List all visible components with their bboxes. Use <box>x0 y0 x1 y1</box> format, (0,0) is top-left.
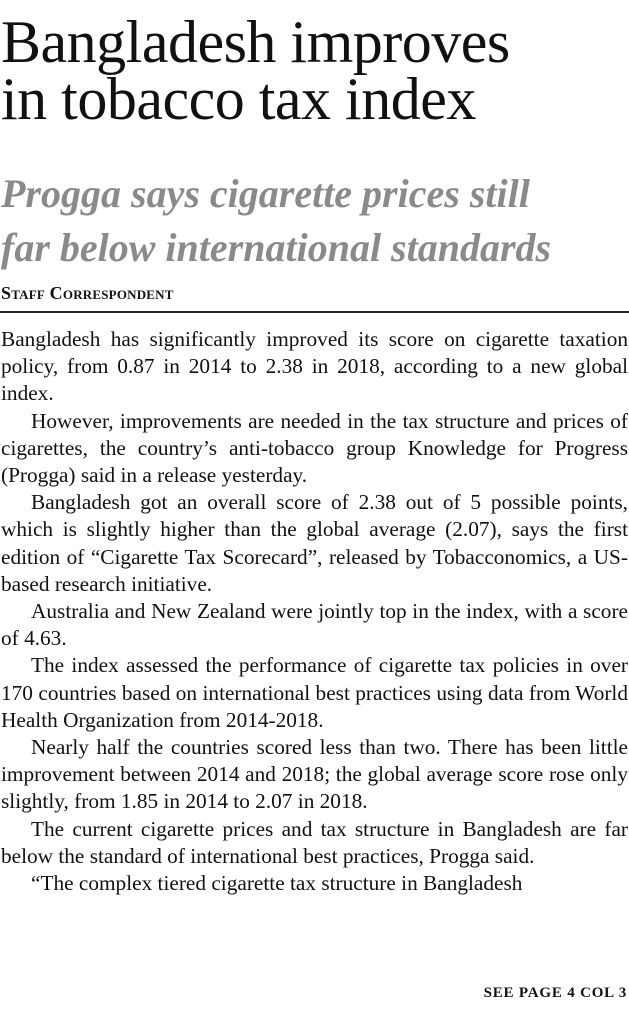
headline <box>0 9 629 132</box>
byline: Staff Correspondent <box>1 283 174 303</box>
headline-line-1: Bangladesh improves <box>1 9 510 75</box>
paragraph: Nearly half the countries scored less than two. There has been little improvement between 2014 and 2018; the global average score rose only slightly, from 1.85 in 2014 to 2.07 in 2018. <box>1 735 628 814</box>
paragraph: The current cigarette prices and tax structure in Bangladesh are far below the standard of international best practices, Progga said. <box>1 816 628 868</box>
continuation-note: SEE PAGE 4 COL 3 <box>483 985 627 1001</box>
paragraph: The index assessed the performance of cigarette tax policies in over 170 countries based on international best practices using data from World Health Organization from 2014-2018. <box>1 653 628 732</box>
headline-line-2: in tobacco tax index <box>1 66 476 132</box>
subheadline-line-2: far below international standards <box>1 225 552 270</box>
subheadline <box>0 167 629 275</box>
paragraph: Bangladesh has significantly improved its score on cigarette taxation policy, from 0.87 in 2014 to 2.38 in 2018, according to a new global index. <box>1 327 628 406</box>
byline-divider <box>0 311 629 313</box>
paragraph: Bangladesh got an overall score of 2.38 out of 5 possible points, which is slightly higher than the global average (2.07), says the first edition of “Cigarette Tax Scorecard”, released by Tobacconomics, a US-based research initiative. <box>1 490 628 596</box>
paragraph: “The complex tiered cigarette tax structure in Bangladesh <box>31 871 523 896</box>
paragraph: Australia and New Zealand were jointly top in the index, with a score of 4.63. <box>1 599 628 651</box>
paragraph: However, improvements are needed in the tax structure and prices of cigarettes, the country’s anti-tobacco group Knowledge for Progress (Progga) said in a release yesterday. <box>1 408 628 488</box>
article-body <box>1 326 628 897</box>
subheadline-line-1: Progga says cigarette prices still <box>1 171 530 216</box>
